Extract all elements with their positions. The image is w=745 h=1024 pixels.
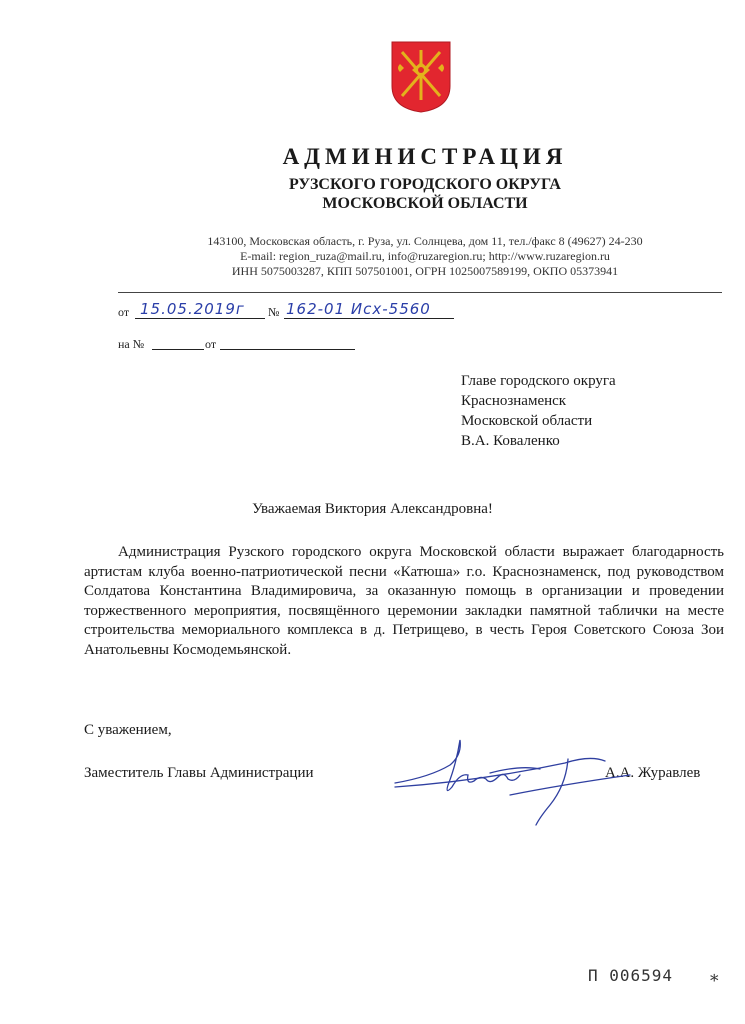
contact-block xyxy=(0,234,745,279)
address-line: 143100, Московская область, г. Руза, ул. Солнцева, дом 11, тел./факс 8 (49627) 24-230 xyxy=(207,234,643,248)
number-label: № xyxy=(268,305,280,319)
coat-of-arms-icon xyxy=(390,40,452,114)
greeting: Уважаемая Виктория Александровна! xyxy=(252,501,493,517)
number-blank xyxy=(284,318,454,319)
org-title: АДМИНИСТРАЦИЯ xyxy=(282,144,568,169)
addressee-line: Московской области xyxy=(461,413,593,429)
reply-date-blank xyxy=(220,349,355,350)
addressee-name: В.А. Коваленко xyxy=(461,433,560,449)
form-serial-number: П 006594 xyxy=(588,966,674,985)
number-handwritten: 162-01 Исх-5560 xyxy=(286,300,431,318)
addressee-block xyxy=(461,371,616,451)
from-label: от xyxy=(118,305,130,319)
signer-name: А.А. Журавлев xyxy=(605,765,701,781)
addressee-line: Главе городского округа xyxy=(461,373,616,389)
closing-phrase: С уважением, xyxy=(84,722,172,738)
from-date-handwritten: 15.05.2019г xyxy=(140,300,245,318)
reply-from-label: от xyxy=(205,337,217,351)
header-divider xyxy=(118,292,722,293)
reply-number-label: на № xyxy=(118,337,145,351)
org-subtitle-district: РУЗСКОГО ГОРОДСКОГО ОКРУГА xyxy=(289,176,561,193)
serial-mark: ⁎ xyxy=(710,966,719,985)
requisites-line: ИНН 5075003287, КПП 507501001, ОГРН 1025007589199, ОКПО 05373941 xyxy=(231,264,619,278)
signature-icon xyxy=(390,725,640,835)
signer-title: Заместитель Главы Администрации xyxy=(84,765,314,781)
org-subtitle-region: МОСКОВСКОЙ ОБЛАСТИ xyxy=(322,195,528,212)
reply-number-blank xyxy=(152,349,204,350)
email-web-line: E-mail: region_ruza@mail.ru, info@ruzaregion.ru; http://www.ruzaregion.ru xyxy=(240,249,610,263)
addressee-line: Краснознаменск xyxy=(461,393,567,409)
letter-body: Администрация Рузского городского округа Московской области выражает благодарность артистам клуба военно-патриотической песни «Катюша» г.о. Краснознаменск, под руководством Солдатова Константина Владимировича, за оказанную помощь в организации и проведении торжественного мероприятия, посвящённого церемонии закладки памятной таблички на месте строительства мемориального комплекса в д. Петрищево, в честь Героя Советского Союза Зои Анатольевны Космодемьянской. xyxy=(84,544,724,658)
from-date-blank xyxy=(135,318,265,319)
